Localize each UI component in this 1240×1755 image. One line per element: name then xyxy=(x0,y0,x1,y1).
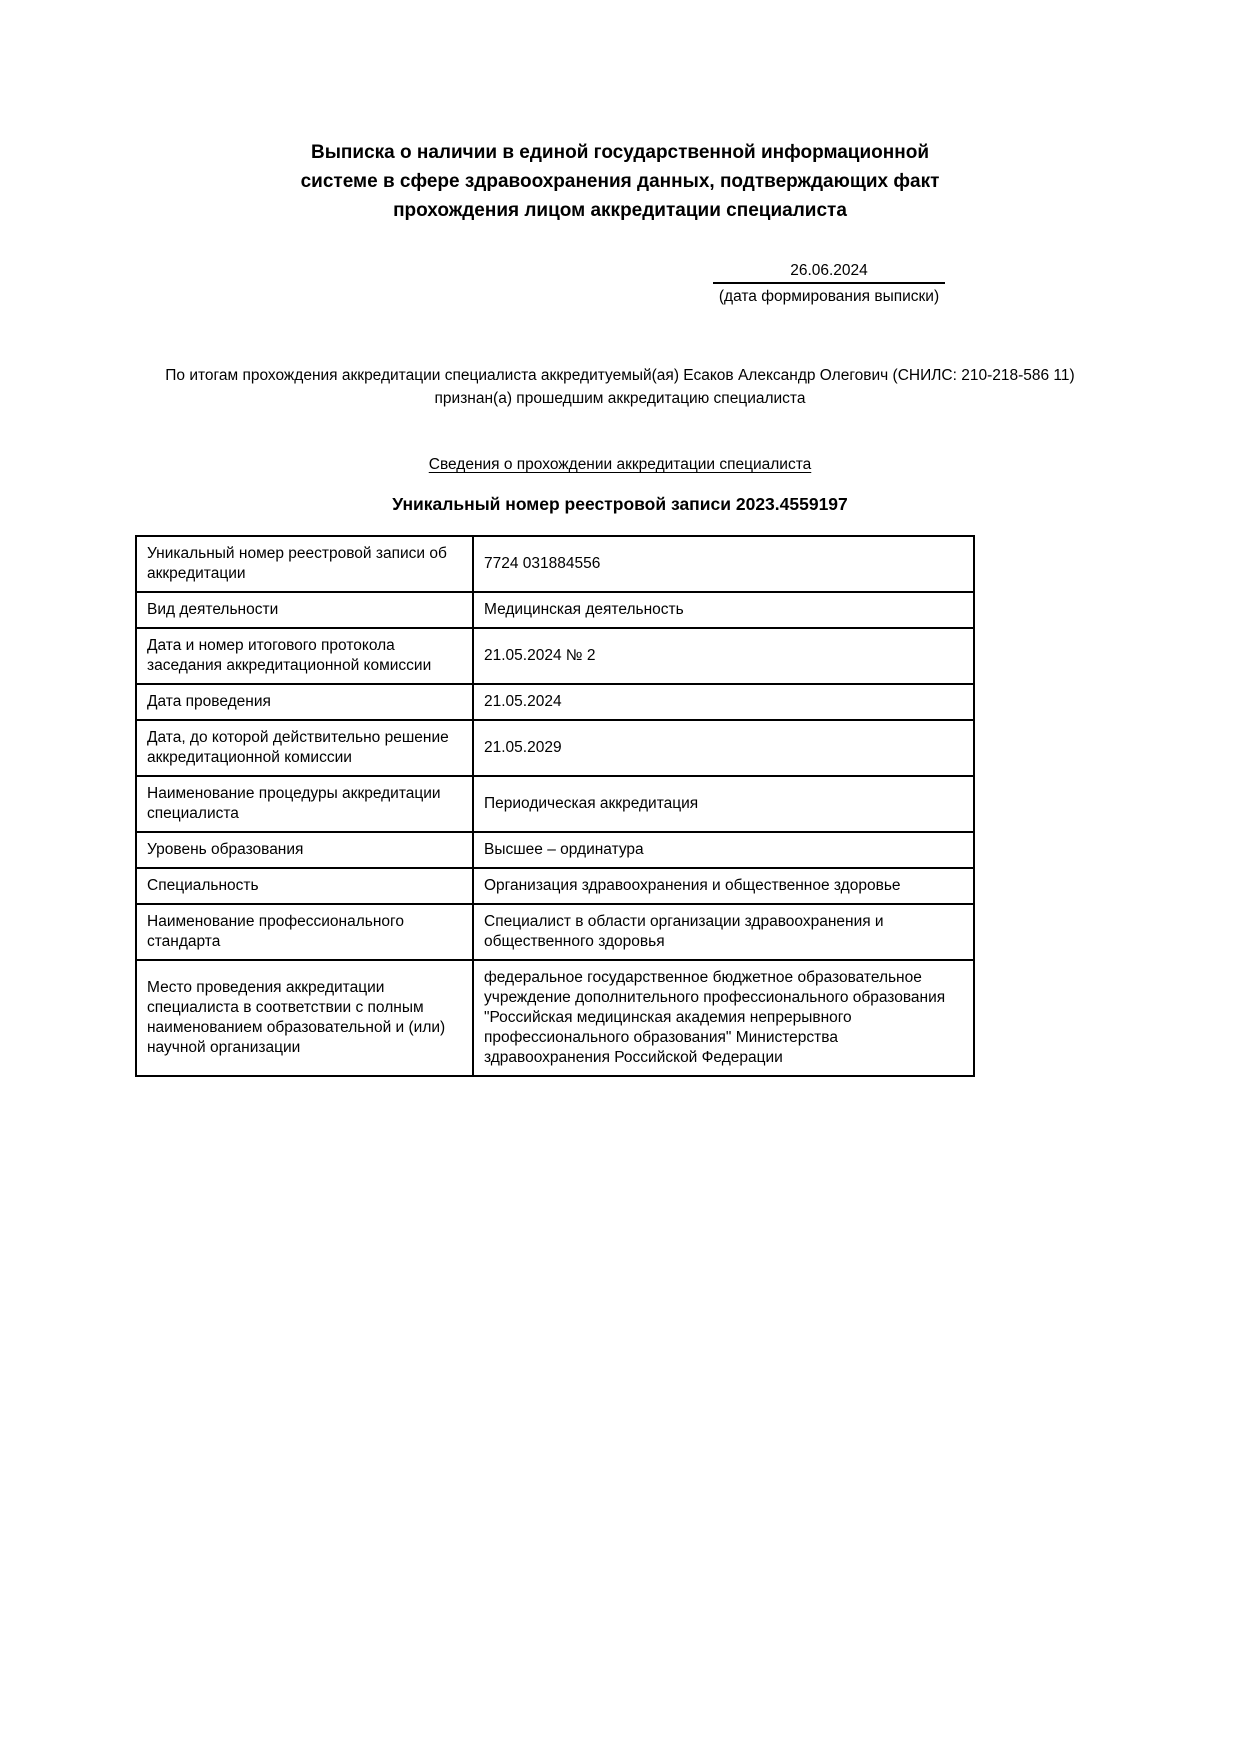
table-row-label: Наименование процедуры аккредитации специалиста xyxy=(136,776,473,832)
table-row-value: Медицинская деятельность xyxy=(473,592,974,628)
table-row xyxy=(136,832,974,868)
table-row-value: 21.05.2029 xyxy=(473,720,974,776)
generation-date-caption: (дата формирования выписки) xyxy=(718,288,940,305)
table-row xyxy=(136,868,974,904)
table-row-value: 21.05.2024 xyxy=(473,684,974,720)
table-row-label: Вид деятельности xyxy=(136,592,473,628)
registry-subtitle: Уникальный номер реестровой записи 2023.4559197 xyxy=(392,494,848,514)
table-row xyxy=(136,592,974,628)
table-row xyxy=(136,536,974,592)
table-row-label: Дата и номер итогового протокола заседания аккредитационной комиссии xyxy=(136,628,473,684)
table-row-label: Место проведения аккредитации специалиста в соответствии с полным наименованием образовательной и (или) научной организации xyxy=(136,960,473,1076)
document-title-line: прохождения лицом аккредитации специалиста xyxy=(393,200,847,221)
table-row-label: Уникальный номер реестровой записи об аккредитации xyxy=(136,536,473,592)
intro-paragraph xyxy=(135,364,1105,410)
document-title-line: Выписка о наличии в единой государственной информационной xyxy=(310,142,930,163)
table-row-value: Высшее – ординатура xyxy=(473,832,974,868)
accreditation-table xyxy=(135,535,975,1077)
table-row-value: Специалист в области организации здравоохранения и общественного здоровья xyxy=(473,904,974,960)
table-row-label: Специальность xyxy=(136,868,473,904)
table-row-value: Организация здравоохранения и общественное здоровье xyxy=(473,868,974,904)
table-row xyxy=(136,628,974,684)
table-row-label: Дата, до которой действительно решение аккредитационной комиссии xyxy=(136,720,473,776)
table-row-value: 21.05.2024 № 2 xyxy=(473,628,974,684)
table-row-label: Уровень образования xyxy=(136,832,473,868)
generation-date-value: 26.06.2024 xyxy=(713,261,945,284)
intro-line: По итогам прохождения аккредитации специалиста аккредитуемый(ая) Есаков Александр Олегович (СНИЛС: 210-218-586 11) xyxy=(165,367,1075,384)
table-row-label: Дата проведения xyxy=(136,684,473,720)
table-row-value: 7724 031884556 xyxy=(473,536,974,592)
generation-date-block xyxy=(713,261,945,306)
table-row-value: федеральное государственное бюджетное образовательное учреждение дополнительного профессионального образования "Российская медицинская академия непрерывного профессионального образования" Министерства здравоохранения Российской Федерации xyxy=(473,960,974,1076)
table-row xyxy=(136,904,974,960)
table-row-label: Наименование профессионального стандарта xyxy=(136,904,473,960)
document-title xyxy=(135,138,1105,225)
table-row-value: Периодическая аккредитация xyxy=(473,776,974,832)
section-heading: Сведения о прохождении аккредитации специалиста xyxy=(428,456,812,473)
table-row xyxy=(136,720,974,776)
intro-line: признан(а) прошедшим аккредитацию специалиста xyxy=(434,390,806,407)
document-title-line: системе в сфере здравоохранения данных, подтверждающих факт xyxy=(300,171,940,192)
table-row xyxy=(136,960,974,1076)
table-row xyxy=(136,776,974,832)
table-row xyxy=(136,684,974,720)
